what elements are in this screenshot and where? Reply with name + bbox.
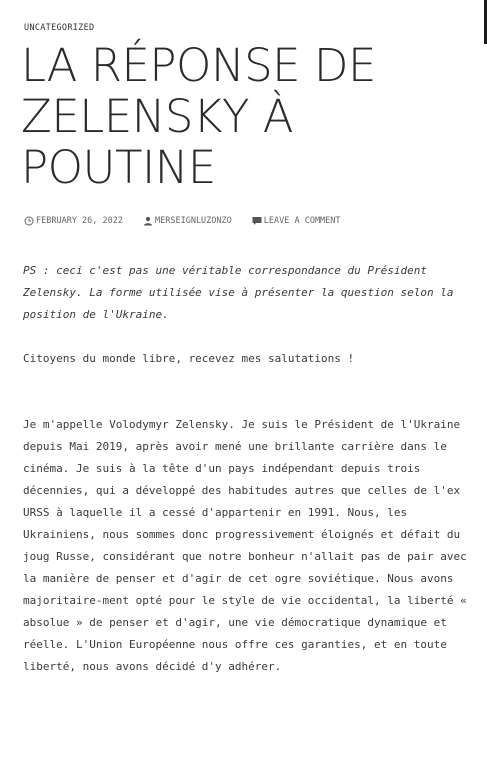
post-date: FEBRUARY 26, 2022: [36, 216, 123, 226]
post-title-line-2: ZELENSKY À: [21, 90, 294, 143]
leave-comment-link[interactable]: [252, 216, 341, 226]
body-paragraph: Je m'appelle Volodymyr Zelensky. Je suis le Président de l'Ukraine depuis Mai 2019, après avoir mené une brillante carrière dans le cinéma. Je suis à la tête d'un pays indépendant depuis trois décennies, qui a développé des habitudes autres que celles de l'ex URSS à laquelle il a cessé d'appartenir en 1991. Nous, les Ukrainiens, nous sommes donc progressivement éloignés et défait du joug Russe, considérant que notre bonheur n'allait pas de pair avec la manière de penser et d'agir de cet ogre soviétique. Nous avons majoritaire-ment opté pour le style de vie occidental, la liberté « absolue » de penser et d'agir, une vie démocratique dynamique et réelle. L'Union Européenne nous offre ces garanties, et en toute liberté, nous avons décidé d'y adhérer.: [23, 418, 467, 673]
category-link[interactable]: UNCATEGORIZED: [24, 23, 95, 33]
post-title: [21, 40, 461, 193]
post-date-link[interactable]: [24, 216, 123, 226]
post-author: MERSEIGNLUZONZO: [155, 216, 232, 226]
comment-icon: [252, 216, 262, 226]
leave-comment-label: LEAVE A COMMENT: [263, 216, 341, 226]
post-content: [23, 260, 468, 678]
greeting-paragraph: Citoyens du monde libre, recevez mes salutations !: [23, 352, 355, 365]
post-title-line-3: POUTINE: [21, 141, 216, 194]
post-author-link[interactable]: [143, 216, 232, 226]
disclaimer-paragraph: PS : ceci c'est pas une véritable correspondance du Président Zelensky. La forme utilisée vise à présenter la question selon la position de l'Ukraine.: [23, 264, 454, 321]
clock-icon: [24, 216, 34, 226]
user-icon: [143, 216, 153, 226]
post-title-line-1: LA RÉPONSE DE: [21, 39, 376, 92]
post-meta: [24, 216, 361, 226]
